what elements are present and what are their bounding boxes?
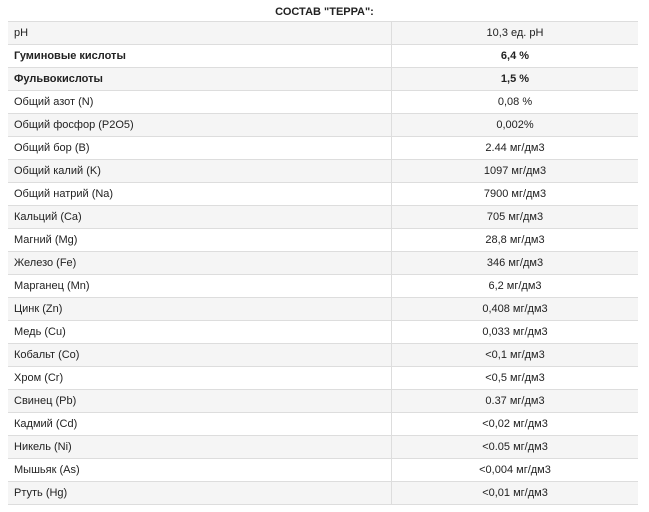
- table-row: [8, 390, 638, 413]
- parameter-value: <0,5 мг/дм3: [485, 372, 545, 384]
- table-row: [8, 459, 638, 482]
- parameter-name: Общий бор (B): [8, 137, 392, 159]
- table-row: [8, 114, 638, 137]
- parameter-value: <0,1 мг/дм3: [485, 349, 545, 361]
- parameter-value: 705 мг/дм3: [486, 211, 544, 223]
- parameter-name: pH: [8, 22, 392, 44]
- table-row: [8, 91, 638, 114]
- table-row: [8, 413, 638, 436]
- parameter-name: Общий калий (K): [8, 160, 392, 182]
- parameter-value: 346 мг/дм3: [486, 257, 544, 269]
- parameter-value: 6,2 мг/дм3: [488, 280, 542, 292]
- parameter-value: <0,02 мг/дм3: [482, 418, 548, 430]
- table-row: [8, 252, 638, 275]
- table-row: [8, 45, 638, 68]
- table-row: [8, 137, 638, 160]
- parameter-value: <0,01 мг/дм3: [482, 487, 548, 499]
- table-title: СОСТАВ "ТЕРРА":: [275, 6, 374, 18]
- parameter-name: Кадмий (Cd): [8, 413, 392, 435]
- table-row: [8, 183, 638, 206]
- parameter-value: 7900 мг/дм3: [483, 188, 547, 200]
- table-row: [8, 22, 638, 45]
- parameter-value: 0,033 мг/дм3: [482, 326, 548, 338]
- parameter-value: <0.05 мг/дм3: [482, 441, 548, 453]
- table-row: [8, 436, 638, 459]
- parameter-value: 1097 мг/дм3: [483, 165, 547, 177]
- parameter-value: 2.44 мг/дм3: [485, 142, 545, 154]
- parameter-name: Магний (Mg): [8, 229, 392, 251]
- parameter-name: Кобальт (Co): [8, 344, 392, 366]
- parameter-name: Гуминовые кислоты: [8, 45, 392, 67]
- parameter-value: 28,8 мг/дм3: [485, 234, 545, 246]
- parameter-name: Общий фосфор (P2O5): [8, 114, 392, 136]
- table-row: [8, 275, 638, 298]
- parameter-value: <0,004 мг/дм3: [479, 464, 551, 476]
- parameter-value: 0.37 мг/дм3: [485, 395, 545, 407]
- parameter-value: 10,3 ед. pH: [486, 27, 544, 39]
- parameter-name: Общий азот (N): [8, 91, 392, 113]
- parameter-value: 0,002%: [496, 119, 534, 131]
- table-row: [8, 206, 638, 229]
- table-row: [8, 482, 638, 505]
- parameter-value: 1,5 %: [500, 73, 530, 85]
- composition-table: [8, 21, 638, 505]
- parameter-value: 0,408 мг/дм3: [482, 303, 548, 315]
- parameter-name: Мышьяк (As): [8, 459, 392, 481]
- table-row: [8, 229, 638, 252]
- parameter-value: 0,08 %: [497, 96, 533, 108]
- parameter-name: Ртуть (Hg): [8, 482, 392, 504]
- parameter-name: Общий натрий (Na): [8, 183, 392, 205]
- parameter-name: Цинк (Zn): [8, 298, 392, 320]
- table-row: [8, 160, 638, 183]
- parameter-name: Марганец (Mn): [8, 275, 392, 297]
- table-row: [8, 344, 638, 367]
- table-row: [8, 298, 638, 321]
- parameter-name: Железо (Fe): [8, 252, 392, 274]
- parameter-value: 6,4 %: [500, 50, 530, 62]
- parameter-name: Хром (Cr): [8, 367, 392, 389]
- table-row: [8, 367, 638, 390]
- parameter-name: Фульвокислоты: [8, 68, 392, 90]
- table-row: [8, 68, 638, 91]
- parameter-name: Свинец (Pb): [8, 390, 392, 412]
- parameter-name: Медь (Cu): [8, 321, 392, 343]
- parameter-name: Кальций (Ca): [8, 206, 392, 228]
- parameter-name: Никель (Ni): [8, 436, 392, 458]
- table-row: [8, 321, 638, 344]
